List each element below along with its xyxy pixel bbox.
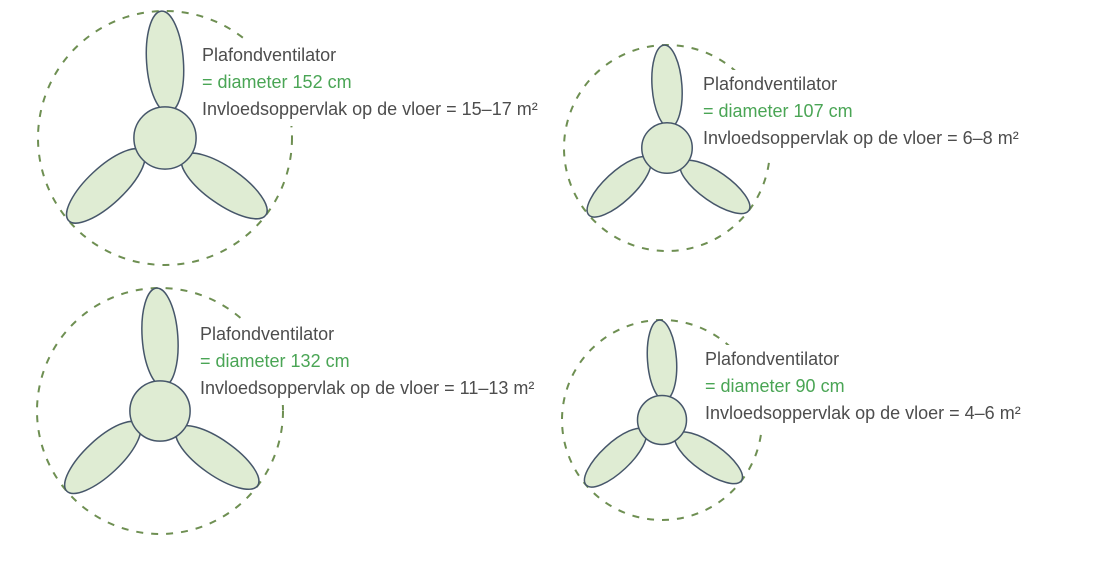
fan-hub-icon — [130, 381, 190, 441]
fan-label-152cm — [199, 41, 543, 126]
fan-diameter-text: = diameter 132 cm — [200, 351, 350, 371]
fan-title: Plafondventilator — [200, 324, 335, 344]
fan-floor-area-text: Invloedsoppervlak op de vloer = 6–8 m² — [703, 128, 1019, 148]
fan-blade-shape — [143, 10, 187, 114]
fan-floor-area-text: Invloedsoppervlak op de vloer = 15–17 m² — [202, 99, 538, 119]
fan-blade-icon — [649, 44, 685, 128]
fan-title: Plafondventilator — [703, 74, 838, 94]
fan-diameter-text: = diameter 152 cm — [202, 72, 352, 92]
fan-label-90cm — [702, 345, 1026, 430]
fan-title: Plafondventilator — [202, 45, 337, 65]
fan-diameter-text: = diameter 107 cm — [703, 101, 853, 121]
fan-hub-icon — [134, 107, 196, 169]
fan-blade-icon — [139, 287, 181, 388]
fan-blade-icon — [645, 319, 680, 401]
fan-floor-area-text: Invloedsoppervlak op de vloer = 11–13 m² — [200, 378, 535, 398]
fan-hub-icon — [638, 396, 687, 445]
fan-hub-icon — [642, 123, 692, 173]
fan-blade-icon — [143, 10, 187, 114]
fan-floor-area-text: Invloedsoppervlak op de vloer = 4–6 m² — [705, 403, 1021, 423]
fan-blade-shape — [649, 44, 685, 128]
fan-label-107cm — [700, 70, 1024, 155]
fan-blade-shape — [139, 287, 181, 388]
fan-label-132cm — [197, 320, 539, 405]
fan-title: Plafondventilator — [705, 349, 840, 369]
fan-diameter-text: = diameter 90 cm — [705, 376, 845, 396]
fan-blade-shape — [645, 319, 680, 401]
